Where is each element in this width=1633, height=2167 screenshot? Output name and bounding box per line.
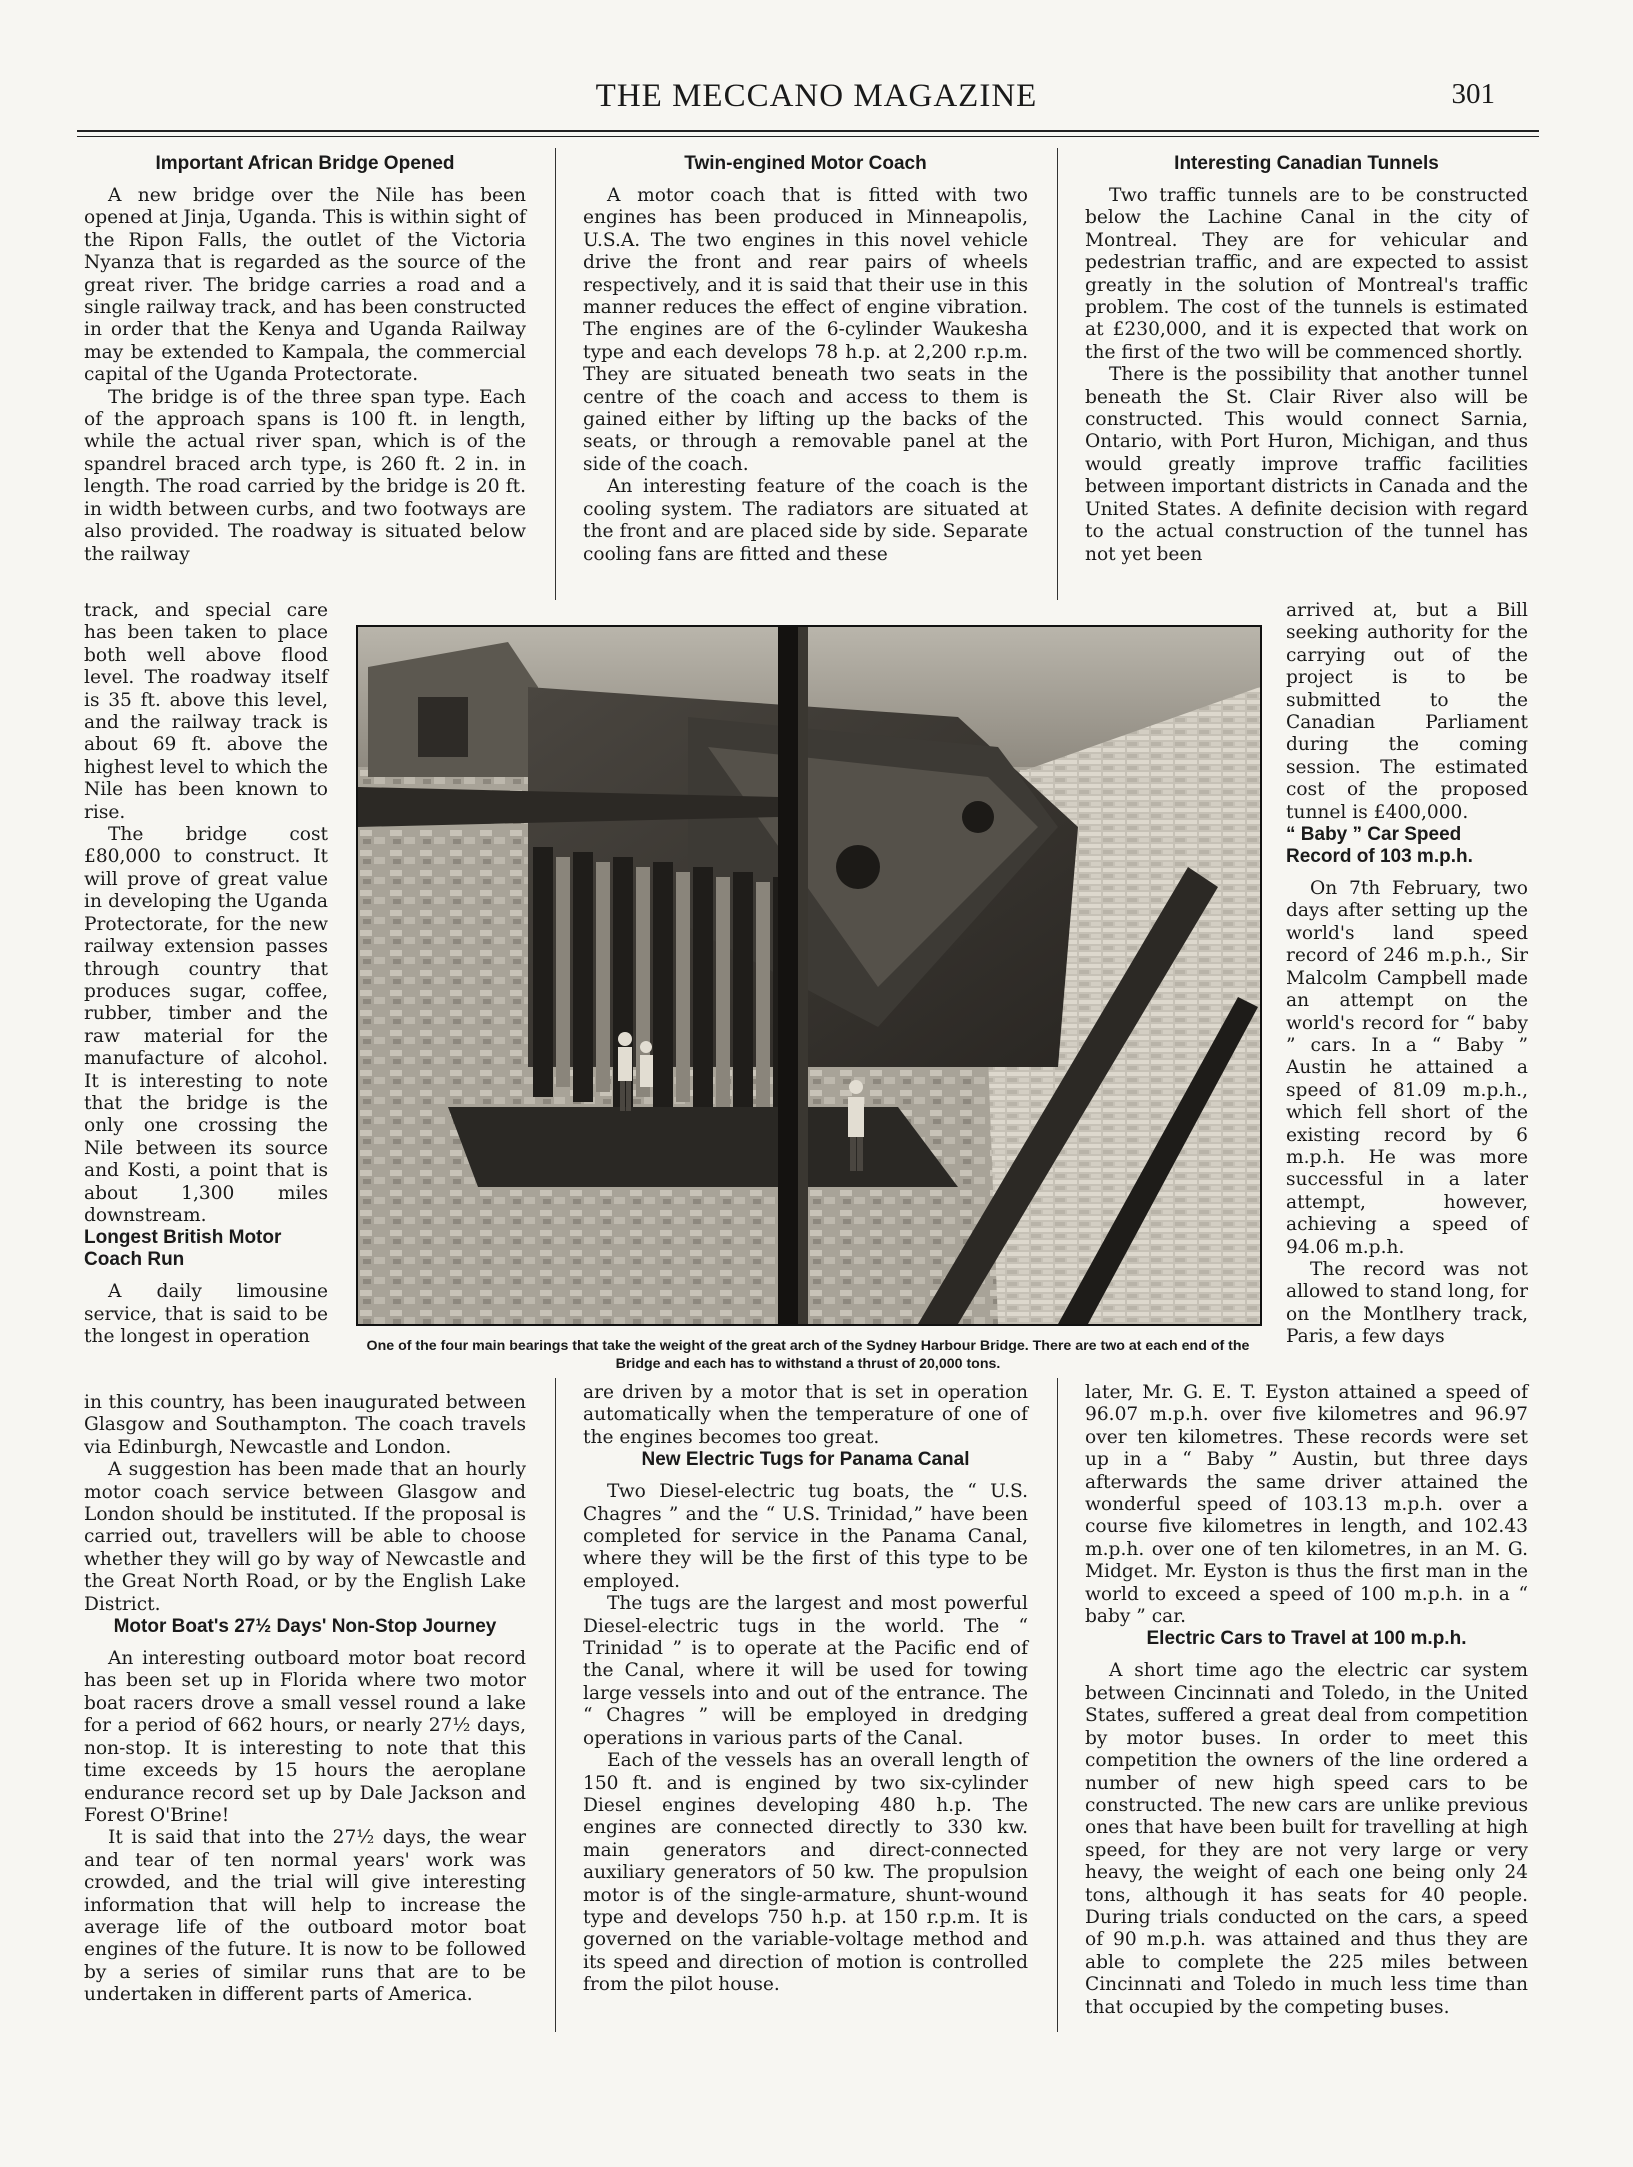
photo-illustration — [358, 627, 1260, 1324]
magazine-title: THE MECCANO MAGAZINE — [595, 78, 1038, 114]
paragraph: A suggestion has been made that an hourly motor coach service between Glasgow and London should be instituted. If the proposal is carried out, travellers will be able to choose whether they will go by way of Newcastle and the Great North Road, or by the English Lake District. — [84, 1459, 526, 1615]
paragraph: in this country, has been inaugurated between Glasgow and Southampton. The coach travels via Edinburgh, Newcastle and London. — [84, 1392, 526, 1458]
page-header — [0, 78, 1633, 128]
bridge-bearing-photo — [356, 625, 1262, 1326]
paragraph: A daily limousine service, that is said to be the longest in operation — [84, 1281, 328, 1348]
article-heading: New Electric Tugs for Panama Canal — [641, 1449, 970, 1471]
page-number: 301 — [1451, 78, 1495, 110]
paragraph: There is the possibility that another tunnel beneath the St. Clair River also will be constructed. This would connect Sarnia, Ontario, with Port Huron, Michigan, and thus would greatly improve traffic facilities between important districts in Canada and the United States. A definite decision with regard to the actual construction of the tunnel has not yet been — [1085, 364, 1528, 565]
paragraph: track, and special care has been taken to place both well above flood level. The roadway itself is 35 ft. above this level, and the railway track is about 69 ft. above the highest level to which the Nile has been known to rise. — [84, 600, 328, 823]
article-heading: Important African Bridge Opened — [155, 153, 455, 174]
column-divider — [555, 148, 556, 600]
paragraph: A new bridge over the Nile has been opened at Jinja, Uganda. This is within sight of the Ripon Falls, the outlet of the Victoria Nyanza that is regarded as the source of the great river. The bridge carries a road and a single railway track, and has been constructed in order that the Kenya and Uganda Railway may be extended to Kampala, the commercial capital of the Uganda Protectorate. — [84, 185, 526, 386]
article-column-3 — [1085, 153, 1528, 566]
article-column-3-bottom — [1085, 1382, 1528, 2019]
photo-caption: One of the four main bearings that take the weight of the great arch of the Sydney Harbour Bridge. There are two at each end of the Bridge and each has to withstand a thrust of 20,000 tons. — [366, 1338, 1250, 1372]
article-heading: Twin-engined Motor Coach — [684, 153, 927, 174]
article-column-1 — [84, 153, 526, 566]
paragraph: are driven by a motor that is set in operation automatically when the temperature of one of the engines becomes too great. — [583, 1382, 1028, 1448]
article-heading: Interesting Canadian Tunnels — [1174, 153, 1439, 174]
header-rule-thin — [77, 136, 1539, 137]
paragraph: later, Mr. G. E. T. Eyston attained a speed of 96.07 m.p.h. over five kilometres and 96.97 over ten kilometres. These records were set up in a “ Baby ” Austin, but three days afterwards the same driver attained the wonderful speed of 103.13 m.p.h. over a course five kilometres in length, and 102.43 m.p.h. over one of ten kilometres, in an M. G. Midget. Mr. Eyston is thus the first man in the world to exceed a speed of 100 m.p.h. in a “ baby ” car. — [1085, 1382, 1528, 1628]
paragraph: Each of the vessels has an overall length of 150 ft. and is engined by two six-cylinder Diesel engines developing 480 h.p. The engines are connected directly to 330 kw. main generators and direct-connected auxiliary generators of 50 kw. The propulsion motor is of the single-armature, shunt-wound type and develops 750 h.p. at 150 r.p.m. It is governed on the variable-voltage method and its speed and direction of motion is controlled from the pilot house. — [583, 1750, 1028, 1996]
article-heading: “ Baby ” Car Speed Record of 103 m.p.h. — [1286, 824, 1473, 868]
column-divider — [1057, 1378, 1058, 2032]
article-column-1-bottom — [84, 1392, 526, 2007]
column-divider — [1057, 148, 1058, 600]
paragraph: Two traffic tunnels are to be constructed below the Lachine Canal in the city of Montreal. They are for vehicular and pedestrian traffic, and are expected to assist greatly in the solution of Montreal's traffic problem. The cost of the tunnels is estimated at £230,000, and it is expected that work on the first of the two will be commenced shortly. — [1085, 185, 1528, 363]
paragraph: It is said that into the 27½ days, the wear and tear of ten normal years' work was crowded, and the trial will give interesting information that will help to increase the average life of the outboard motor boat engines of the future. It is now to be followed by a series of similar runs that are to be undertaken in different parts of America. — [84, 1827, 526, 2006]
article-column-2-bottom — [583, 1382, 1028, 1997]
paragraph: An interesting feature of the coach is the cooling system. The radiators are situated at the front and are placed side by side. Separate cooling fans are fitted and these — [583, 476, 1028, 565]
paragraph: A short time ago the electric car system between Cincinnati and Toledo, in the United States, suffered a great deal from competition by motor buses. In order to meet this competition the owners of the line ordered a number of new high speed cars to be constructed. The new cars are unlike previous ones that have been built for travelling at high speed, for they are not very large or very heavy, the weight of each one being only 24 tons, although it has seats for 40 people. During trials conducted on the cars, a speed of 90 m.p.h. was attained and thus they are able to complete the 225 miles between Cincinnati and Toledo in much less time than that occupied by the competing buses. — [1085, 1660, 1528, 2018]
paragraph: The tugs are the largest and most powerful Diesel-electric tugs in the world. The “ Trinidad ” is to operate at the Pacific end of the Canal, where it will be used for towing large vessels into and out of the entrance. The “ Chagres ” will be employed in dredging operations in various parts of the Canal. — [583, 1593, 1028, 1749]
header-rule — [77, 130, 1539, 132]
paragraph: An interesting outboard motor boat record has been set up in Florida where two motor boat racers drove a small vessel round a lake for a period of 662 hours, or nearly 27½ days, non-stop. It is interesting to note that this time exceeds by 15 hours the aeroplane endurance record set up by Dale Jackson and Forest O'Brine! — [84, 1648, 526, 1826]
article-column-3-wrap — [1286, 600, 1528, 1349]
paragraph: The bridge cost £80,000 to construct. It will prove of great value in developing the Uganda Protectorate, for the new railway extension passes through country that produces sugar, coffee, rubber, timber and the raw material for the manufacture of alcohol. It is interesting to note that the bridge is the only one crossing the Nile between its source and Kosti, a point that is about 1,300 miles downstream. — [84, 824, 328, 1226]
column-divider — [555, 1378, 556, 2032]
paragraph: Two Diesel-electric tug boats, the “ U.S. Chagres ” and the “ U.S. Trinidad,” have been completed for service in the Panama Canal, where they will be the first of this type to be employed. — [583, 1481, 1028, 1592]
paragraph: The bridge is of the three span type. Each of the approach spans is 100 ft. in length, while the actual river span, which is of the spandrel braced arch type, is 260 ft. 2 in. in length. The road carried by the bridge is 20 ft. in width between curbs, and two footways are also provided. The roadway is situated below the railway — [84, 386, 526, 565]
paragraph: On 7th February, two days after setting up the world's land speed record of 246 m.p.h., Sir Malcolm Campbell made an attempt on the world's record for “ baby ” cars. In a “ Baby ” Austin he attained a speed of 81.09 m.p.h., which fell short of the existing record by 6 m.p.h. He was more successful in a later attempt, however, achieving a speed of 94.06 m.p.h. — [1286, 878, 1528, 1258]
article-column-1-wrap — [84, 600, 328, 1349]
paragraph: A motor coach that is fitted with two engines has been produced in Minneapolis, U.S.A. The two engines in this novel vehicle drive the front and rear pairs of wheels respectively, and it is said that their use in this manner reduces the effect of engine vibration. The engines are of the 6-cylinder Waukesha type and each develops 78 h.p. at 2,200 r.p.m. They are situated beneath two seats in the centre of the coach and access to them is gained either by lifting up the backs of the seats, or through a removable panel at the side of the coach. — [583, 185, 1028, 475]
article-column-2 — [583, 153, 1028, 566]
article-heading: Longest British Motor Coach Run — [84, 1227, 282, 1271]
paragraph: The record was not allowed to stand long, for on the Montlhery track, Paris, a few days — [1286, 1258, 1528, 1348]
paragraph: arrived at, but a Bill seeking authority for the carrying out of the project is to be submitted to the Canadian Parliament during the coming session. The estimated cost of the proposed tunnel is £400,000. — [1286, 600, 1528, 823]
article-heading: Electric Cars to Travel at 100 m.p.h. — [1146, 1628, 1467, 1650]
article-heading: Motor Boat's 27½ Days' Non-Stop Journey — [113, 1616, 497, 1638]
